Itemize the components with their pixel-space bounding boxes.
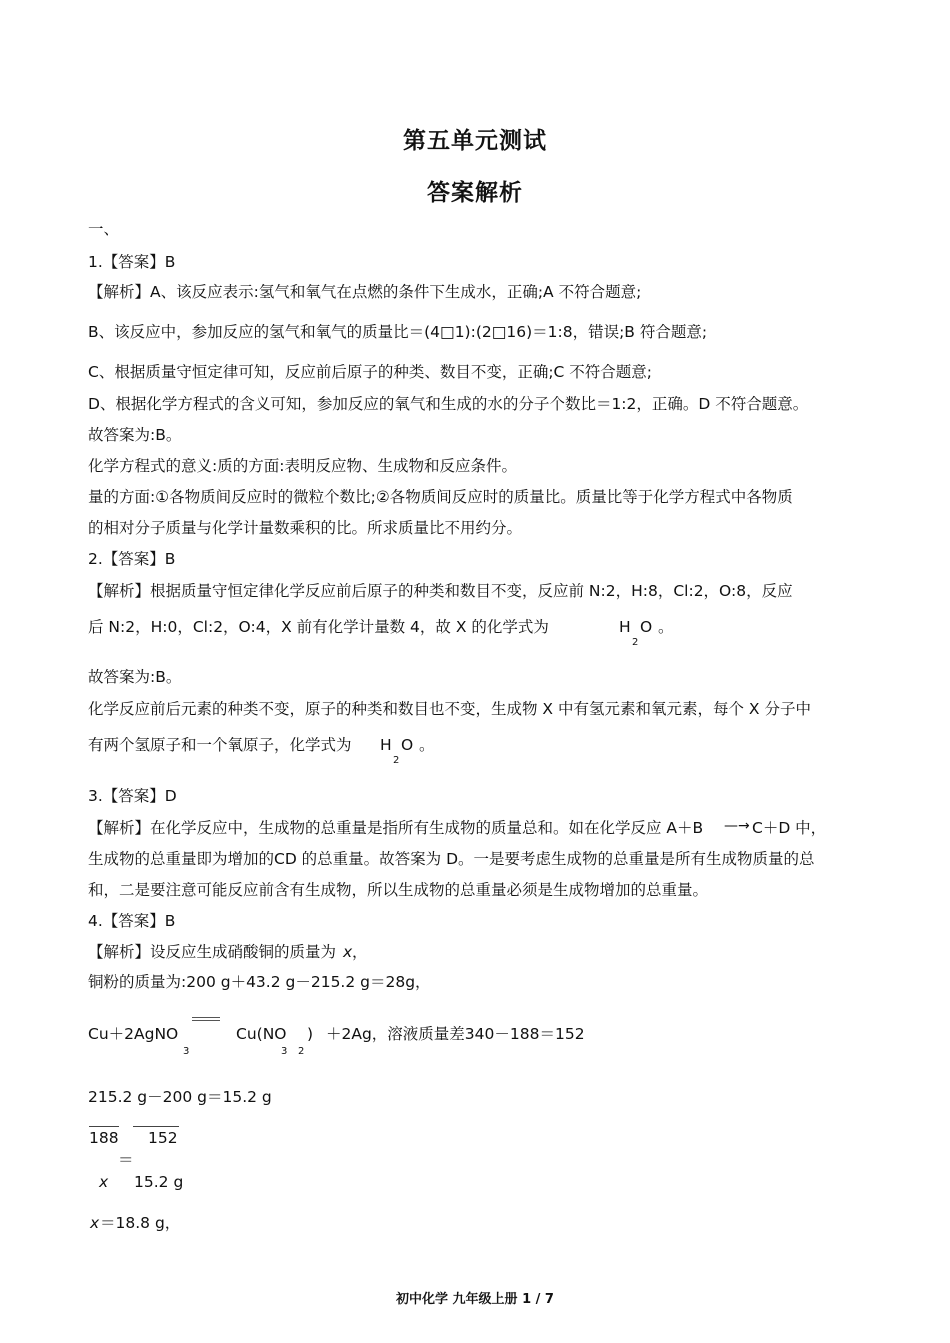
result-variable xyxy=(90,1213,99,1233)
q2-line: 化学反应前后元素的种类不变，原子的种类和数目也不变，生成物 X 中有氢元素和氧元素，每个 X 分子中 xyxy=(88,700,811,718)
fraction-denominator: 15.2 g xyxy=(134,1173,184,1191)
formula-subscript: 2 xyxy=(632,637,639,648)
q2-answer: 2.【答案】B xyxy=(88,550,176,568)
q4-answer: 4.【答案】B xyxy=(88,912,176,930)
q2-line: 后 N:2，H:0，Cl:2，O:4，X 前有化学计量数 4，故 X 的化学式为 xyxy=(88,618,549,636)
formula-end: 。 xyxy=(658,618,674,636)
equation-subscript: 3 xyxy=(281,1046,288,1057)
comma: ， xyxy=(352,943,368,961)
q4-line: 【解析】设反应生成硝酸铜的质量为 xyxy=(88,943,337,961)
mass-difference: 215.2 g－200 g＝15.2 g xyxy=(88,1088,272,1106)
q1-line: 量的方面:①各物质间反应时的微粒个数比;②各物质间反应时的质量比。质量比等于化学方程式中各物质 xyxy=(88,488,793,506)
page-footer: 初中化学 九年级上册 1 / 7 xyxy=(396,1292,554,1307)
reaction-arrow: —→ xyxy=(724,818,750,834)
q2-conclusion: 故答案为:B。 xyxy=(88,668,182,686)
q3-line: C＋D 中， xyxy=(752,819,827,837)
equation-tail: ＋2Ag，溶液质量差340－188＝152 xyxy=(326,1025,585,1043)
formula-o: O xyxy=(401,736,414,754)
formula-subscript: 2 xyxy=(393,755,400,766)
equation-paren: ) xyxy=(307,1025,314,1043)
fraction-denominator xyxy=(99,1172,108,1192)
formula-h: H xyxy=(380,736,392,754)
q3-line: 和，二是要注意可能反应前含有生成物，所以生成物的总重量必须是生成物增加的总重量。 xyxy=(88,881,709,899)
q3-line: 【解析】在化学反应中，生成物的总重量是指所有生成物的质量总和。如在化学反应 A＋B xyxy=(88,819,704,837)
page-title: 第五单元测试 xyxy=(403,128,547,154)
q1-line: 故答案为:B。 xyxy=(88,426,182,444)
section-number: 一、 xyxy=(88,220,120,238)
q1-answer: 1.【答案】B xyxy=(88,253,176,271)
q3-answer: 3.【答案】D xyxy=(88,787,177,805)
q2-line: 有两个氢原子和一个氧原子，化学式为 xyxy=(88,736,352,754)
equation-subscript: 2 xyxy=(298,1046,305,1057)
result-value: ＝18.8 g， xyxy=(100,1214,181,1232)
q1-line: B、该反应中，参加反应的氢气和氧气的质量比＝(4□1):(2□16)＝1:8，错误;B 符合题意; xyxy=(88,323,708,341)
fraction-numerator: 188 xyxy=(89,1129,119,1147)
q1-line: 的相对分子质量与化学计量数乘积的比。所求质量比不用约分。 xyxy=(88,519,523,537)
formula-end: 。 xyxy=(419,736,435,754)
proportion-equals: ＝ xyxy=(118,1151,134,1169)
result-variable-text: x xyxy=(90,1214,100,1232)
formula-o: O xyxy=(640,618,653,636)
equation-left: Cu＋2AgNO xyxy=(88,1025,179,1043)
q1-line: 【解析】A、该反应表示:氢气和氧气在点燃的条件下生成水，正确;A 不符合题意; xyxy=(88,283,642,301)
fraction-line xyxy=(89,1126,119,1127)
q1-line: 化学方程式的意义:质的方面:表明反应物、生成物和反应条件。 xyxy=(88,457,517,475)
q1-line: C、根据质量守恒定律可知，反应前后原子的种类、数目不变，正确;C 不符合题意; xyxy=(88,363,653,381)
equation-right: Cu(NO xyxy=(236,1025,287,1043)
variable-x-text: x xyxy=(343,943,353,961)
fraction-numerator: 152 xyxy=(148,1129,178,1147)
variable-x xyxy=(343,942,352,962)
page-subtitle: 答案解析 xyxy=(427,180,523,206)
q1-line: D、根据化学方程式的含义可知，参加反应的氧气和生成的水的分子个数比＝1:2，正确。D 不符合题意。 xyxy=(88,395,809,413)
formula-h: H xyxy=(619,618,631,636)
fraction-line xyxy=(133,1126,179,1127)
q4-line: 铜粉的质量为:200 g＋43.2 g－215.2 g＝28g， xyxy=(88,973,431,991)
equation-subscript: 3 xyxy=(183,1046,190,1057)
fraction-denominator-text: x xyxy=(99,1173,109,1191)
q2-line: 【解析】根据质量守恒定律化学反应前后原子的种类和数目不变，反应前 N:2，H:8，Cl:2，O:8，反应 xyxy=(88,582,793,600)
q3-line: 生成物的总重量即为增加的CD 的总重量。故答案为 D。一是要考虑生成物的总重量是所有生成物质量的总 xyxy=(88,850,815,868)
equals-sign xyxy=(192,1017,220,1021)
